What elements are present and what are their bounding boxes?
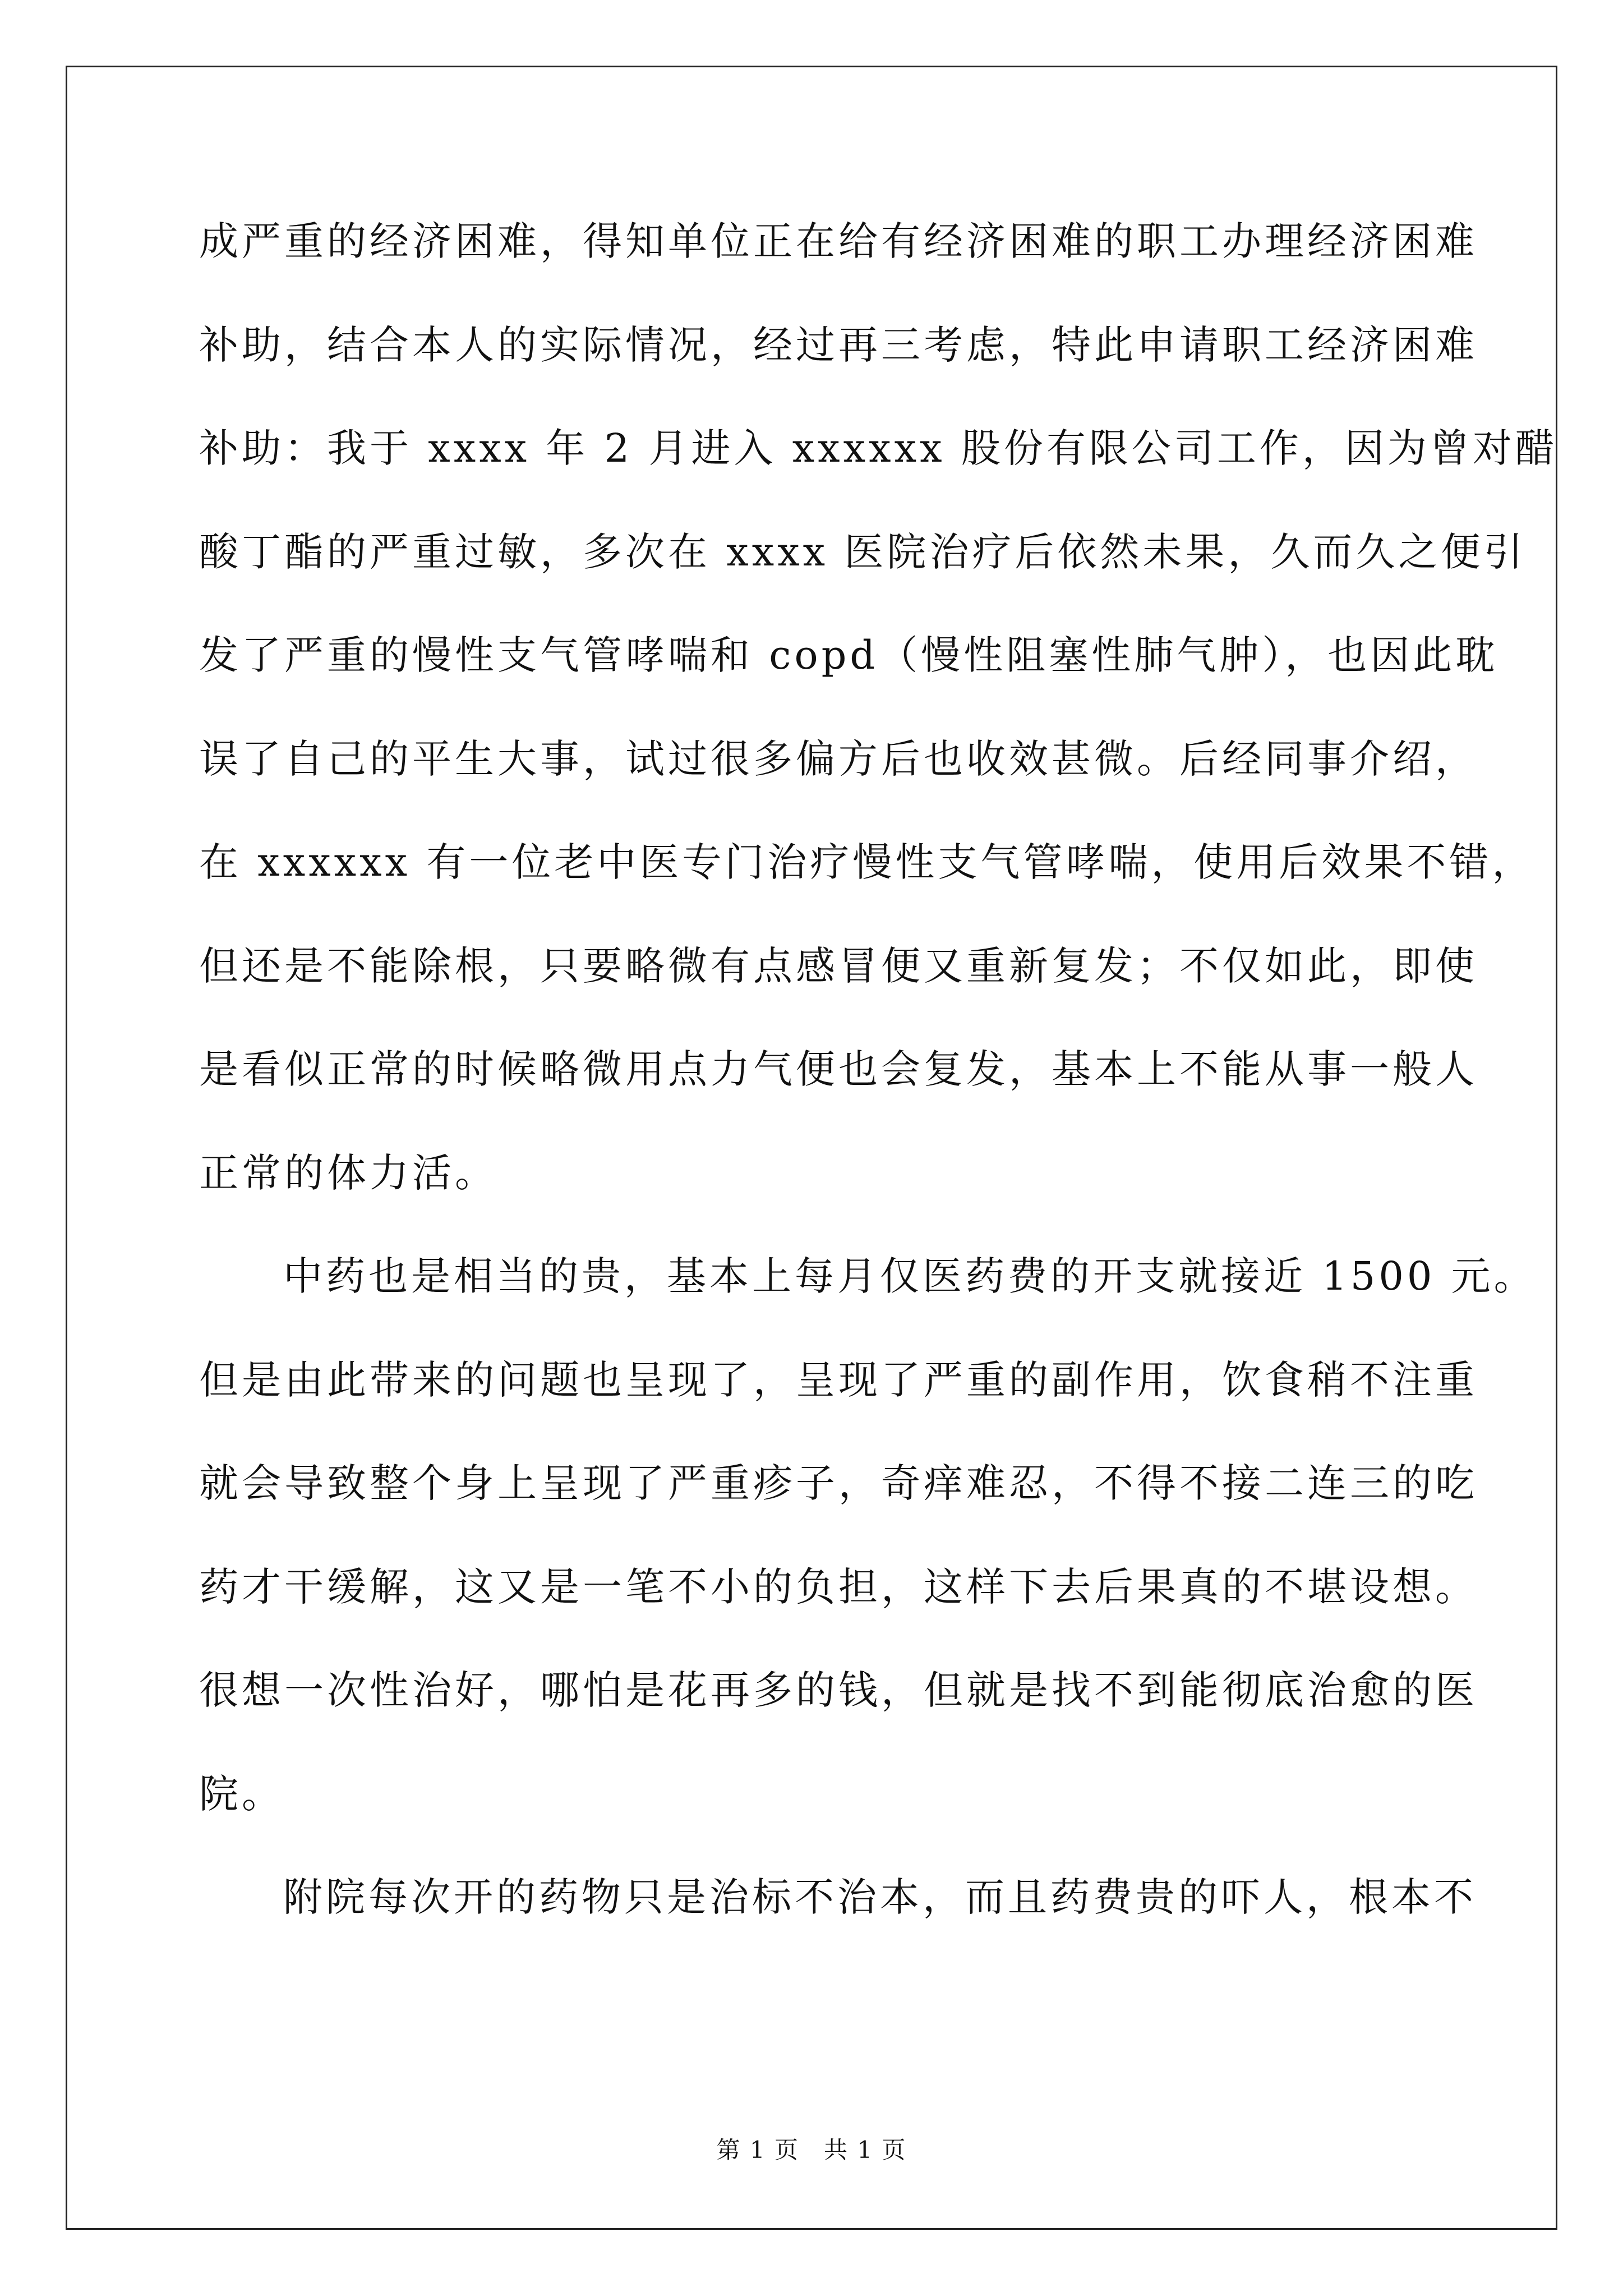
paragraph-line: 中药也是相当的贵，基本上每月仅医药费的开支就接近 1500 元。	[283, 1253, 1537, 1299]
paragraph-line: 发了严重的慢性支气管哮喘和 copd（慢性阻塞性肺气肿），也因此耽	[199, 632, 1498, 678]
paragraph-line: 附院每次开的药物只是治标不治本，而且药费贵的吓人，根本不	[283, 1874, 1477, 1920]
document-body	[199, 213, 1558, 1973]
paragraph-line: 但还是不能除根，只要略微有点感冒便又重新复发；不仅如此，即使	[199, 942, 1478, 989]
page-number-footer: 第 1 页 共 1 页	[716, 2136, 907, 2164]
paragraph-line: 成严重的经济困难，得知单位正在给有经济困难的职工办理经济困难	[199, 218, 1478, 264]
paragraph-line: 正常的体力活。	[199, 1149, 497, 1196]
paragraph-line: 补助：我于 xxxx 年 2 月进入 xxxxxx 股份有限公司工作，因为曾对醋	[199, 425, 1558, 471]
paragraph-line: 院。	[199, 1770, 284, 1817]
paragraph-line: 是看似正常的时候略微用点力气便也会复发，基本上不能从事一般人	[199, 1046, 1478, 1092]
paragraph-line: 在 xxxxxx 有一位老中医专门治疗慢性支气管哮喘，使用后效果不错，	[199, 839, 1535, 885]
paragraph-line: 药才干缓解，这又是一笔不小的负担，这样下去后果真的不堪设想。	[199, 1563, 1478, 1610]
paragraph-line: 很想一次性治好，哪怕是花再多的钱，但就是找不到能彻底治愈的医	[199, 1667, 1478, 1713]
paragraph-line: 但是由此带来的问题也呈现了，呈现了严重的副作用，饮食稍不注重	[199, 1356, 1478, 1403]
paragraph-line: 补助，结合本人的实际情况，经过再三考虑，特此申请职工经济困难	[199, 321, 1478, 368]
paragraph-line: 酸丁酯的严重过敏，多次在 xxxx 医院治疗后依然未果，久而久之便引	[199, 528, 1527, 575]
paragraph-line: 就会导致整个身上呈现了严重疹子，奇痒难忍，不得不接二连三的吃	[199, 1460, 1478, 1506]
paragraph-line: 误了自己的平生大事，试过很多偏方后也收效甚微。后经同事介绍，	[199, 735, 1478, 782]
